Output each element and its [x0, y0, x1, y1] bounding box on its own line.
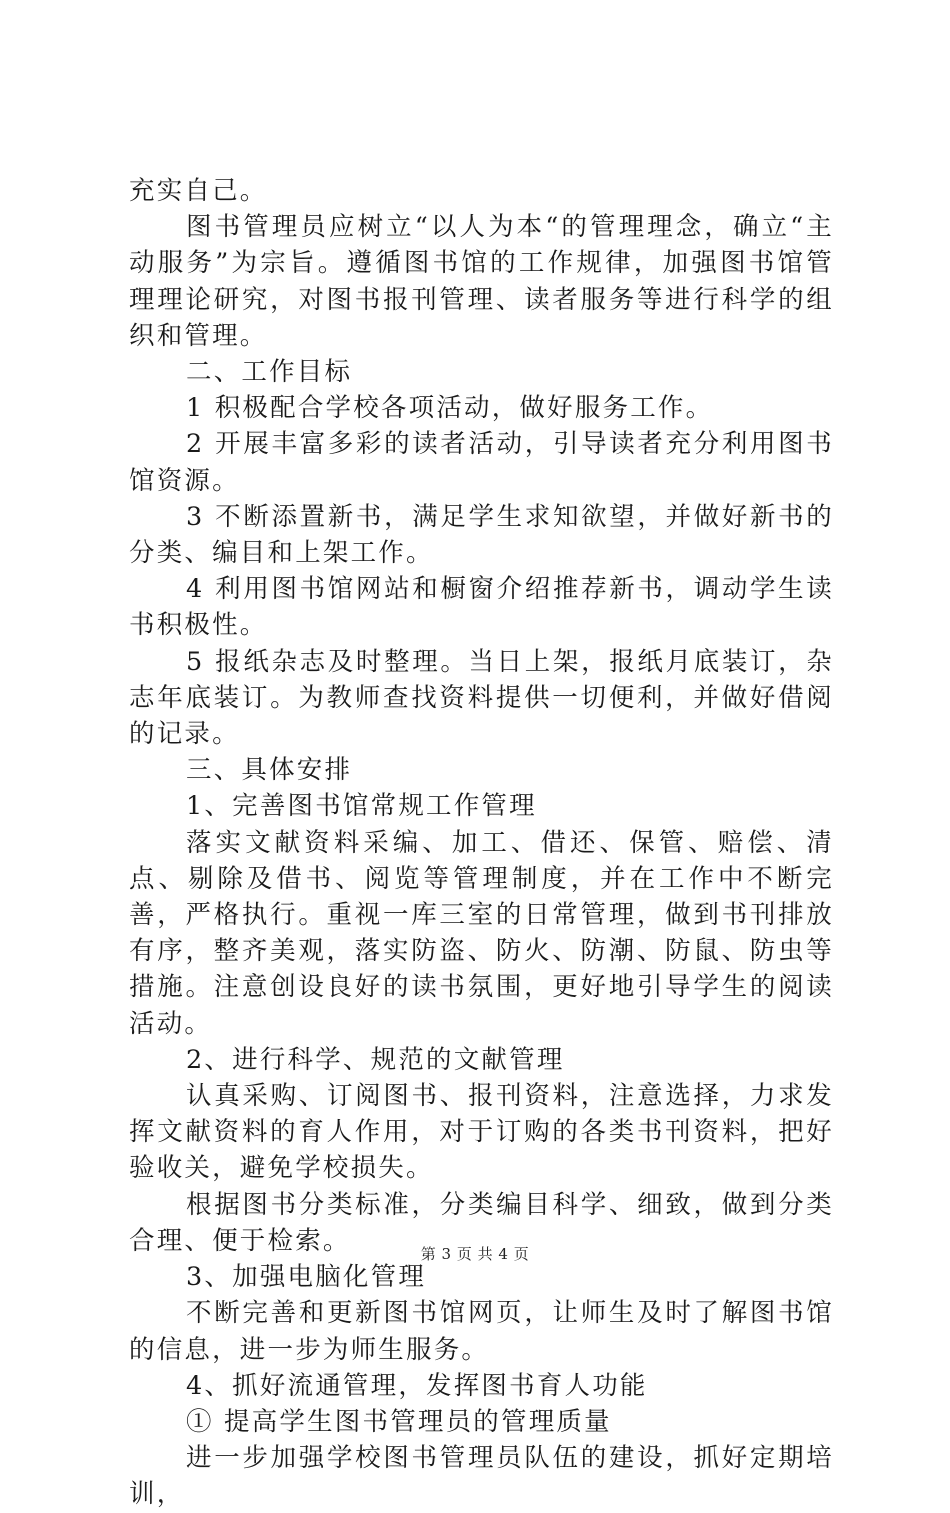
- document-body: [129, 173, 834, 1513]
- paragraph-0: 充实自己。: [129, 176, 268, 206]
- subheading-3: 3、加强电脑化管理: [186, 1262, 427, 1293]
- section-heading-arrangements: 三、具体安排: [186, 755, 353, 786]
- paragraph-1: 图书管理员应树立“以人为本“的管理理念，确立“主动服务”为宗旨。遵循图书馆的工作规律，加强图书馆管理理论研究，对图书报刊管理、读者服务等进行科学的组织和管理。: [129, 212, 834, 351]
- subheading-4-1: ① 提高学生图书管理员的管理质量: [186, 1406, 612, 1437]
- paragraph-webpage: 不断完善和更新图书馆网页，让师生及时了解图书馆的信息，进一步为师生服务。: [129, 1298, 834, 1365]
- goal-item-2: 2 开展丰富多彩的读者活动，引导读者充分利用图书馆资源。: [129, 429, 834, 496]
- page-footer: 第 3 页 共 4 页: [420, 1245, 530, 1263]
- goal-item-5: 5 报纸杂志及时整理。当日上架，报纸月底装订，杂志年底装订。为教师查找资料提供一切便利，并做好借阅的记录。: [129, 646, 834, 750]
- section-heading-goals: 二、工作目标: [186, 357, 353, 388]
- goal-item-1: 1 积极配合学校各项活动，做好服务工作。: [186, 393, 714, 424]
- subheading-2: 2、进行科学、规范的文献管理: [186, 1044, 565, 1075]
- paragraph-procurement: 认真采购、订阅图书、报刊资料，注意选择，力求发挥文献资料的育人作用，对于订购的各类书刊资料，把好验收关，避免学校损失。: [129, 1081, 834, 1184]
- subheading-1: 1、完善图书馆常规工作管理: [186, 791, 537, 822]
- paragraph-routine-management: 落实文献资料采编、加工、借还、保管、赔偿、清点、剔除及借书、阅览等管理制度，并在工作中不断完善，严格执行。重视一库三室的日常管理，做到书刊排放有序，整齐美观，落实防盗、防火、防潮、防鼠、防虫等措施。注意创设良好的读书氛围，更好地引导学生的阅读活动。: [129, 827, 834, 1039]
- goal-item-4: 4 利用图书馆网站和橱窗介绍推荐新书，调动学生读书积极性。: [129, 574, 834, 641]
- paragraph-classification: 根据图书分类标准，分类编目科学、细致，做到分类合理、便于检索。: [129, 1189, 834, 1256]
- subheading-4: 4、抓好流通管理，发挥图书育人功能: [186, 1370, 648, 1401]
- goal-item-3: 3 不断添置新书，满足学生求知欲望，并做好新书的分类、编目和上架工作。: [129, 501, 834, 569]
- paragraph-training: 进一步加强学校图书管理员队伍的建设，抓好定期培训，: [129, 1443, 834, 1510]
